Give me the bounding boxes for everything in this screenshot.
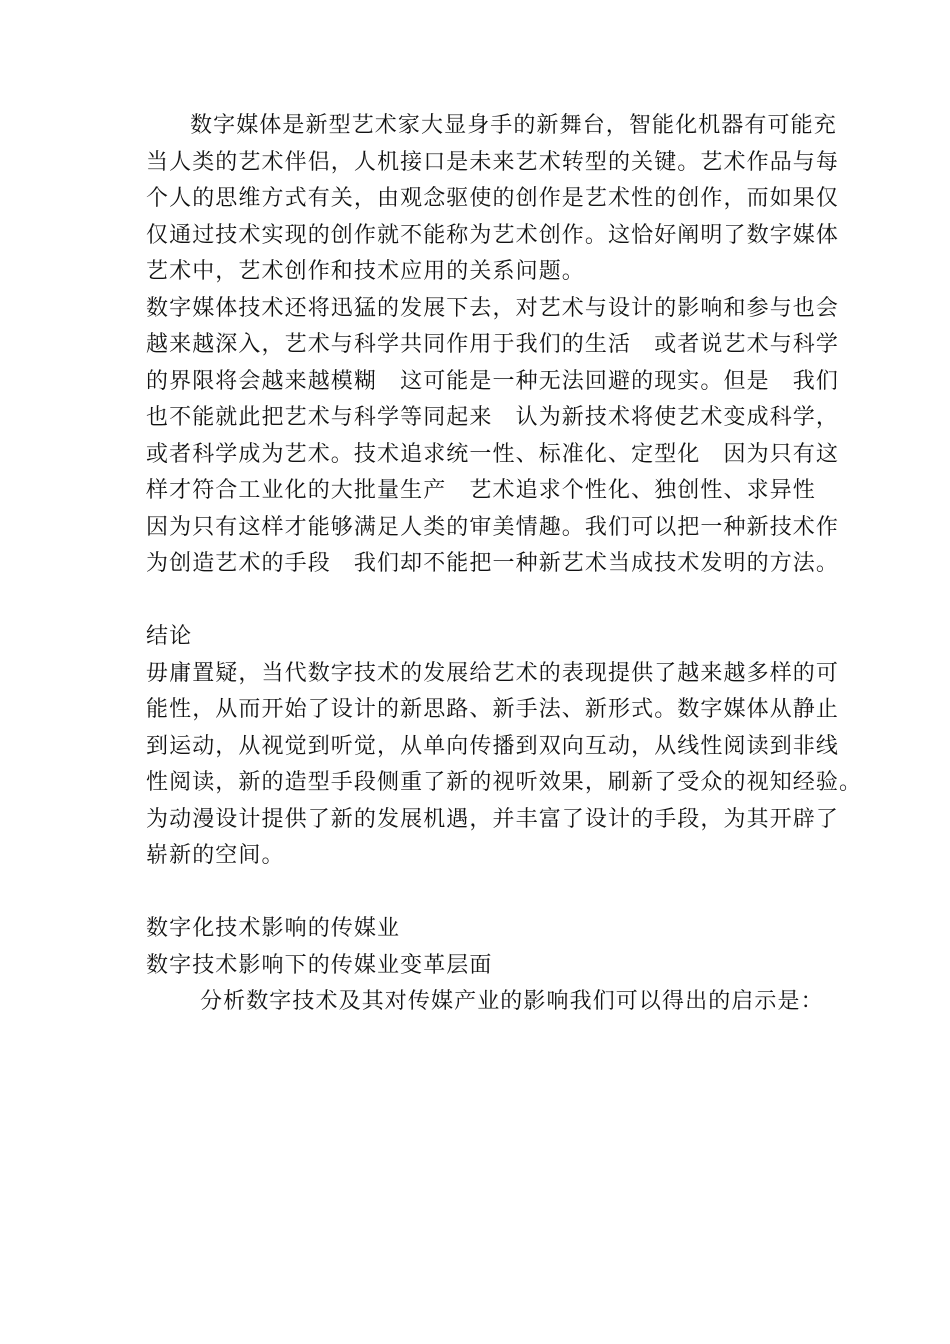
text-line: 个人的思维方式有关，由观念驱使的创作是艺术性的创作，而如果仅	[146, 186, 840, 211]
text-line: 或者科学成为艺术。技术追求统一性、标准化、定型化 因为只有这	[146, 441, 840, 467]
text-line: 数字媒体是新型艺术家大显身手的新舞台，智能化机器有可能充	[190, 113, 837, 138]
text-line: 艺术中，艺术创作和技术应用的关系问题。	[146, 259, 585, 284]
text-line: 当人类的艺术伴侣，人机接口是未来艺术转型的关键。艺术作品与每	[146, 149, 840, 175]
text-line: 样才符合工业化的大批量生产 艺术追求个性化、独创性、求异性	[146, 478, 816, 503]
section-heading: 数字化技术影响的传媒业	[146, 916, 401, 941]
document-page	[146, 108, 863, 1021]
blank-line	[146, 875, 810, 912]
text-line: 也不能就此把艺术与科学等同起来 认为新技术将使艺术变成科学，	[146, 405, 840, 430]
text-line: 崭新的空间。	[146, 843, 285, 868]
subsection-heading: 数字技术影响下的传媒业变革层面	[146, 952, 493, 978]
text-line: 越来越深入，艺术与科学共同作用于我们的生活 或者说艺术与科学	[146, 332, 840, 357]
paragraph-digital-media-art	[146, 108, 840, 291]
text-line: 仅通过技术实现的创作就不能称为艺术创作。这恰好阐明了数字媒体	[146, 222, 840, 248]
text-line: 毋庸置疑，当代数字技术的发展给艺术的表现提供了越来越多样的可	[146, 660, 840, 686]
paragraph-art-and-science	[146, 291, 840, 583]
text-line: 到运动，从视觉到听觉，从单向传播到双向互动，从线性阅读到非线	[146, 733, 840, 759]
text-line: 为创造艺术的手段 我们却不能把一种新艺术当成技术发明的方法。	[146, 551, 840, 576]
text-line: 为动漫设计提供了新的发展机遇，并丰富了设计的手段，为其开辟了	[146, 806, 840, 832]
conclusion-heading: 结论	[146, 624, 193, 649]
paragraph-conclusion	[146, 656, 863, 875]
text-line: 的界限将会越来越模糊 这可能是一种无法回避的现实。但是 我们	[146, 368, 840, 394]
text-line: 性阅读，新的造型手段侧重了新的视听效果，刷新了受众的视知经验。	[146, 770, 863, 795]
text-line: 因为只有这样才能够满足人类的审美情趣。我们可以把一种新技术作	[146, 514, 840, 540]
blank-line	[146, 583, 810, 620]
paragraph-analysis: 分析数字技术及其对传媒产业的影响我们可以得出的启示是：	[200, 989, 824, 1014]
text-line: 能性，从而开始了设计的新思路、新手法、新形式。数字媒体从静止	[146, 697, 840, 722]
text-line: 数字媒体技术还将迅猛的发展下去，对艺术与设计的影响和参与也会	[146, 295, 840, 321]
